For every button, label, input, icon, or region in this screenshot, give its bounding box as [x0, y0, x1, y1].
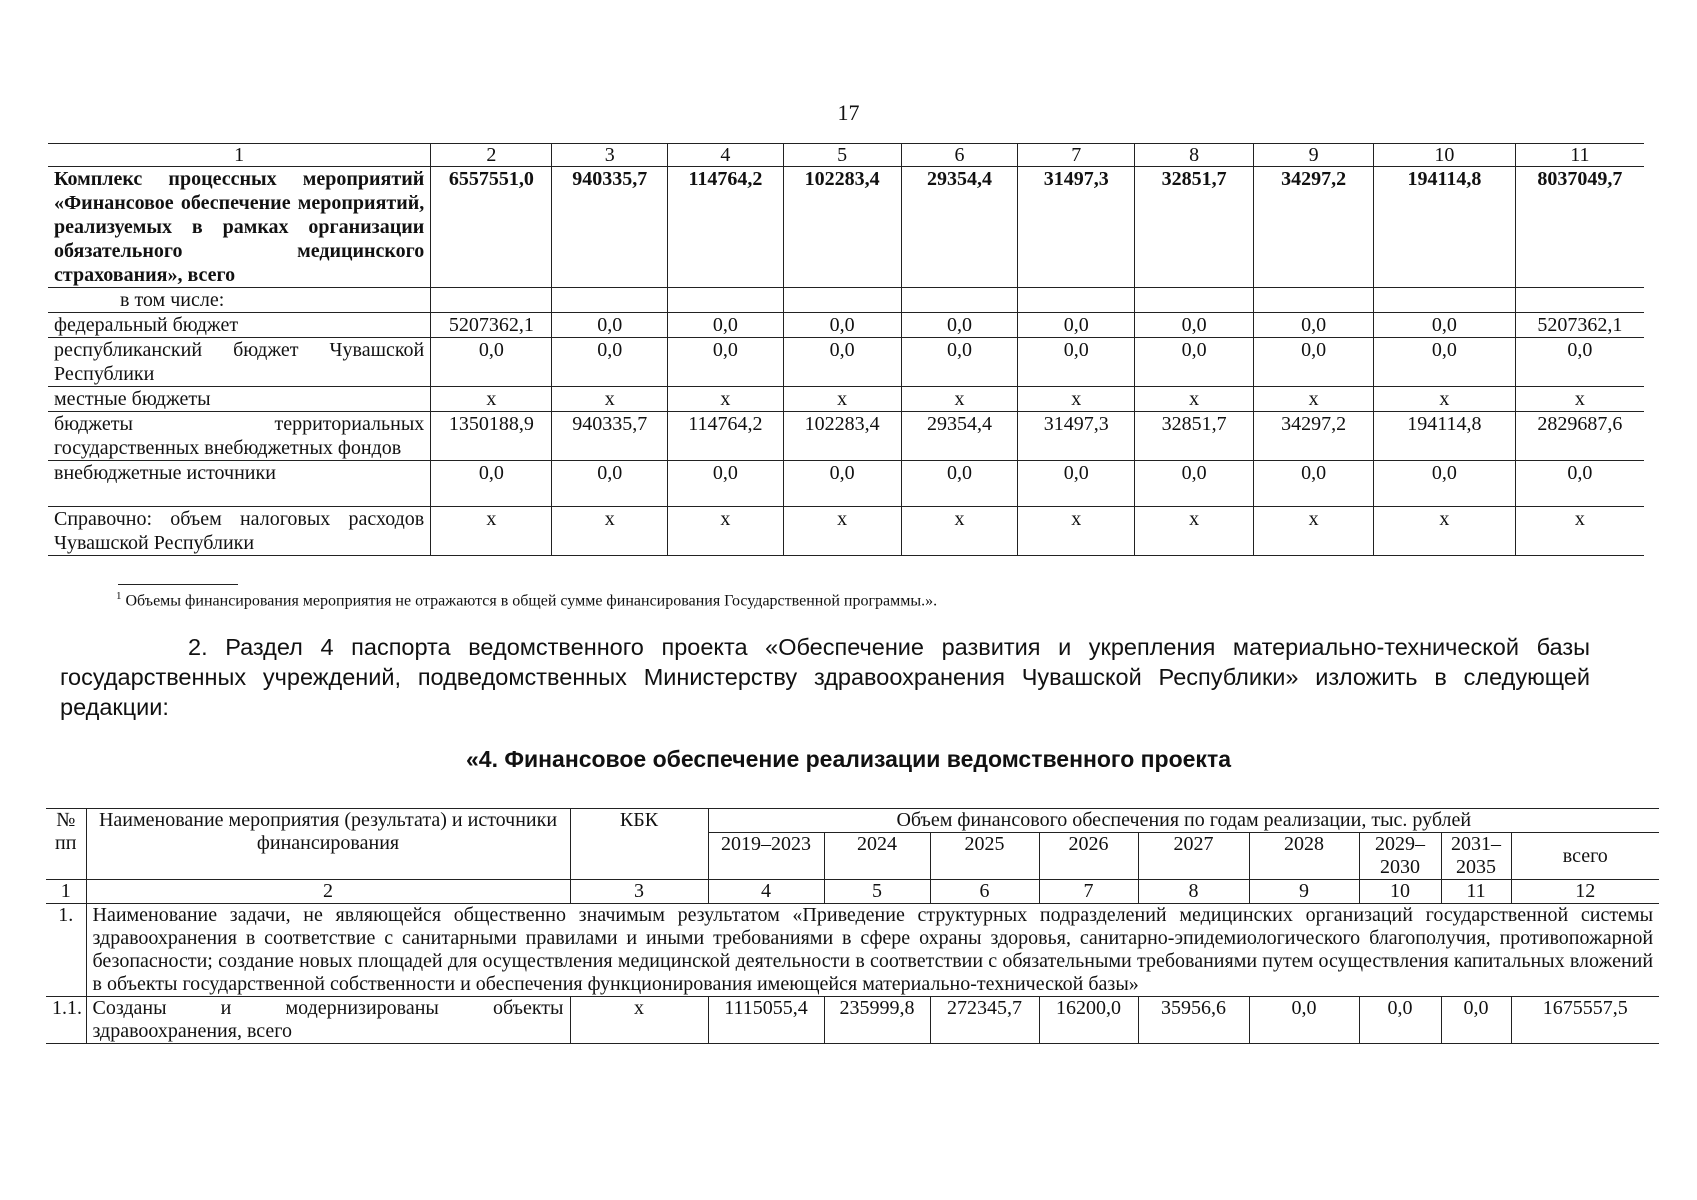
table1-value-cell: 0,0 [783, 338, 901, 387]
table1-col-number: 9 [1254, 144, 1374, 167]
table1-value-cell: 0,0 [552, 313, 668, 338]
table1-value-cell: 940335,7 [552, 412, 668, 461]
table1-value-cell: 0,0 [783, 313, 901, 338]
table1-value-cell: х [1018, 507, 1135, 556]
table1-col-number: 4 [668, 144, 784, 167]
table1-value-cell: 34297,2 [1254, 412, 1374, 461]
table1-value-cell: 0,0 [1515, 338, 1644, 387]
table1-value-cell [1135, 288, 1254, 313]
table2-col-number: 8 [1138, 880, 1249, 904]
table1-value-cell: 5207362,1 [431, 313, 552, 338]
amendment-paragraph: 2. Раздел 4 паспорта ведомственного проекта «Обеспечение развития и укрепления материально-технической базы государственных учреждений, подведомственных Министерству здравоохранения Чувашской Республики» изложить в следующей редакции: [60, 634, 1590, 720]
table1-row-label: Справочно: объем налоговых расходов Чувашской Республики [48, 507, 431, 556]
table2-col-number: 12 [1511, 880, 1659, 904]
table1-col-number: 6 [901, 144, 1018, 167]
table1-value-cell: 32851,7 [1135, 412, 1254, 461]
table1-value-cell: х [1515, 387, 1644, 412]
table1-value-cell: х [668, 507, 784, 556]
table1-value-cell: х [1254, 387, 1374, 412]
table1-value-cell: 29354,4 [901, 167, 1018, 288]
table1-value-cell: 0,0 [901, 461, 1018, 507]
table2-col-number: 9 [1249, 880, 1359, 904]
footnote-mark: 1 [116, 590, 122, 602]
table1-value-cell [1515, 288, 1644, 313]
result-value-cell: 0,0 [1359, 997, 1441, 1044]
table1-value-cell: х [901, 507, 1018, 556]
table1-value-cell: 0,0 [901, 313, 1018, 338]
table1-value-cell: 31497,3 [1018, 412, 1135, 461]
table1-value-cell: х [783, 387, 901, 412]
table1-value-cell: х [783, 507, 901, 556]
table1-value-cell: 0,0 [1135, 338, 1254, 387]
table1-value-cell: 0,0 [1254, 338, 1374, 387]
header-year: 2026 [1039, 833, 1138, 880]
table1-row [48, 288, 1644, 313]
table1-value-cell: 0,0 [783, 461, 901, 507]
table1-value-cell: х [1135, 387, 1254, 412]
table1-col-number: 7 [1018, 144, 1135, 167]
table2-col-number: 7 [1039, 880, 1138, 904]
result-value-cell: 35956,6 [1138, 997, 1249, 1044]
table1-value-cell: 0,0 [1135, 461, 1254, 507]
table1-header-row [48, 144, 1644, 167]
table1-row [48, 507, 1644, 556]
header-year: 2031–2035 [1441, 833, 1511, 880]
table2-column-numbers [46, 880, 1659, 904]
table1-value-cell: х [901, 387, 1018, 412]
header-kbk: КБК [570, 809, 708, 880]
table1-value-cell [1018, 288, 1135, 313]
result-no: 1.1. [46, 997, 86, 1044]
result-value-cell: 16200,0 [1039, 997, 1138, 1044]
table1-value-cell: 34297,2 [1254, 167, 1374, 288]
header-name: Наименование мероприятия (результата) и источники финансирования [86, 809, 570, 880]
header-year: 2024 [824, 833, 930, 880]
header-year: 2027 [1138, 833, 1249, 880]
table1-value-cell [783, 288, 901, 313]
table2-col-number: 3 [570, 880, 708, 904]
table1-col-number: 3 [552, 144, 668, 167]
table1-value-cell: 114764,2 [668, 412, 784, 461]
table1-value-cell: 102283,4 [783, 167, 901, 288]
table1-value-cell: 2829687,6 [1515, 412, 1644, 461]
task-row [46, 904, 1659, 997]
table1-value-cell: 0,0 [901, 338, 1018, 387]
table2-col-number: 11 [1441, 880, 1511, 904]
table1-value-cell: 0,0 [1254, 461, 1374, 507]
table1-value-cell: 0,0 [1374, 313, 1516, 338]
result-row [46, 997, 1659, 1044]
table1-value-cell: 0,0 [1374, 461, 1516, 507]
table1-row [48, 167, 1644, 288]
table1-value-cell: 0,0 [1018, 461, 1135, 507]
table1-value-cell: х [1515, 507, 1644, 556]
table1-value-cell: х [1135, 507, 1254, 556]
table1-value-cell [668, 288, 784, 313]
table1-value-cell: х [1254, 507, 1374, 556]
table1-value-cell: х [552, 387, 668, 412]
table2-col-number: 4 [708, 880, 824, 904]
table2-col-number: 1 [46, 880, 86, 904]
table1-value-cell: 0,0 [668, 338, 784, 387]
result-value-cell: 235999,8 [824, 997, 930, 1044]
task-no: 1. [46, 904, 86, 997]
table1-value-cell: 0,0 [668, 461, 784, 507]
table1-value-cell: 32851,7 [1135, 167, 1254, 288]
table2-col-number: 2 [86, 880, 570, 904]
table1-value-cell: х [1018, 387, 1135, 412]
table1-value-cell: х [1374, 507, 1516, 556]
table2-col-number: 10 [1359, 880, 1441, 904]
result-value-cell: 1675557,5 [1511, 997, 1659, 1044]
table1-row-label: бюджеты территориальных государственных внебюджетных фондов [48, 412, 431, 461]
task-text: Наименование задачи, не являющейся общественно значимым результатом «Приведение структурных подразделений медицинских организаций государственной системы здравоохранения в соответствие с санитарными правилами и иными требованиями в сфере охраны здоровья, санитарно-эпидемиологического благополучия, противопожарной безопасности; создание новых площадей для осуществления медицинской деятельности в соответствии с обязательными требованиями путем осуществления капитальных вложений в объекты государственной собственности и обеспечения функционирования имеющейся материально-технической базы» [86, 904, 1659, 997]
table1-row-label: местные бюджеты [48, 387, 431, 412]
page-number: 17 [837, 100, 860, 125]
table2-header-row-1 [46, 809, 1659, 833]
table1-value-cell: 0,0 [431, 338, 552, 387]
table1-value-cell: 0,0 [431, 461, 552, 507]
header-year: 2029–2030 [1359, 833, 1441, 880]
table1-col-number: 10 [1374, 144, 1516, 167]
table1-value-cell: 0,0 [1018, 313, 1135, 338]
result-kbk: х [570, 997, 708, 1044]
table1-value-cell: 0,0 [1374, 338, 1516, 387]
table1-value-cell [1254, 288, 1374, 313]
table1-row-label: Комплекс процессных мероприятий «Финансовое обеспечение мероприятий, реализуемых в рамках организации обязательного медицинского страхования», всего [48, 167, 431, 288]
table1-value-cell: х [431, 387, 552, 412]
table1-value-cell: 6557551,0 [431, 167, 552, 288]
table1-value-cell [552, 288, 668, 313]
result-value-cell: 0,0 [1441, 997, 1511, 1044]
footnote-text: Объемы финансирования мероприятия не отражаются в общей сумме финансирования Государственной программы.». [121, 592, 938, 610]
financing-table-continued [48, 143, 1644, 556]
table1-value-cell: 0,0 [552, 338, 668, 387]
table1-value-cell: 0,0 [1018, 338, 1135, 387]
table1-value-cell: 0,0 [1135, 313, 1254, 338]
table1-col-number: 8 [1135, 144, 1254, 167]
table1-value-cell: 29354,4 [901, 412, 1018, 461]
table1-value-cell: х [1374, 387, 1516, 412]
result-value-cell: 1115055,4 [708, 997, 824, 1044]
header-no: № пп [46, 809, 86, 880]
header-year: 2019–2023 [708, 833, 824, 880]
footnote-rule [118, 584, 238, 585]
table1-value-cell [431, 288, 552, 313]
result-value-cell: 0,0 [1249, 997, 1359, 1044]
header-year: 2025 [930, 833, 1039, 880]
table1-value-cell: 0,0 [552, 461, 668, 507]
table1-row-label: федеральный бюджет [48, 313, 431, 338]
table1-value-cell: х [552, 507, 668, 556]
header-volume: Объем финансового обеспечения по годам реализации, тыс. рублей [708, 809, 1659, 833]
table1-value-cell: 114764,2 [668, 167, 784, 288]
table1-col-number: 11 [1515, 144, 1644, 167]
table1-col-number: 2 [431, 144, 552, 167]
table2-col-number: 6 [930, 880, 1039, 904]
table1-value-cell: х [431, 507, 552, 556]
table1-row [48, 412, 1644, 461]
table1-value-cell: 194114,8 [1374, 412, 1516, 461]
table1-value-cell: 940335,7 [552, 167, 668, 288]
header-year: 2028 [1249, 833, 1359, 880]
project-financing-table [46, 808, 1659, 1044]
table1-value-cell: 31497,3 [1018, 167, 1135, 288]
table1-col-number: 1 [48, 144, 431, 167]
table1-row [48, 313, 1644, 338]
table1-row [48, 338, 1644, 387]
table1-row-label: внебюджетные источники [48, 461, 431, 507]
table1-row [48, 461, 1644, 507]
footnote [116, 590, 937, 610]
table1-row-label: республиканский бюджет Чувашской Республики [48, 338, 431, 387]
table1-row [48, 387, 1644, 412]
table1-value-cell: 0,0 [1254, 313, 1374, 338]
table1-value-cell: 102283,4 [783, 412, 901, 461]
table1-value-cell: 194114,8 [1374, 167, 1516, 288]
table1-value-cell [901, 288, 1018, 313]
table1-col-number: 5 [783, 144, 901, 167]
table1-value-cell: 8037049,7 [1515, 167, 1644, 288]
result-value-cell: 272345,7 [930, 997, 1039, 1044]
table1-value-cell: 1350188,9 [431, 412, 552, 461]
table1-value-cell [1374, 288, 1516, 313]
result-name: Созданы и модернизированы объекты здравоохранения, всего [86, 997, 570, 1044]
table1-value-cell: 0,0 [1515, 461, 1644, 507]
header-year: всего [1511, 833, 1659, 880]
table2-col-number: 5 [824, 880, 930, 904]
table1-row-label: в том числе: [48, 288, 431, 313]
table1-value-cell: х [668, 387, 784, 412]
section-title: «4. Финансовое обеспечение реализации ведомственного проекта [466, 746, 1231, 772]
table1-value-cell: 0,0 [668, 313, 784, 338]
table1-value-cell: 5207362,1 [1515, 313, 1644, 338]
